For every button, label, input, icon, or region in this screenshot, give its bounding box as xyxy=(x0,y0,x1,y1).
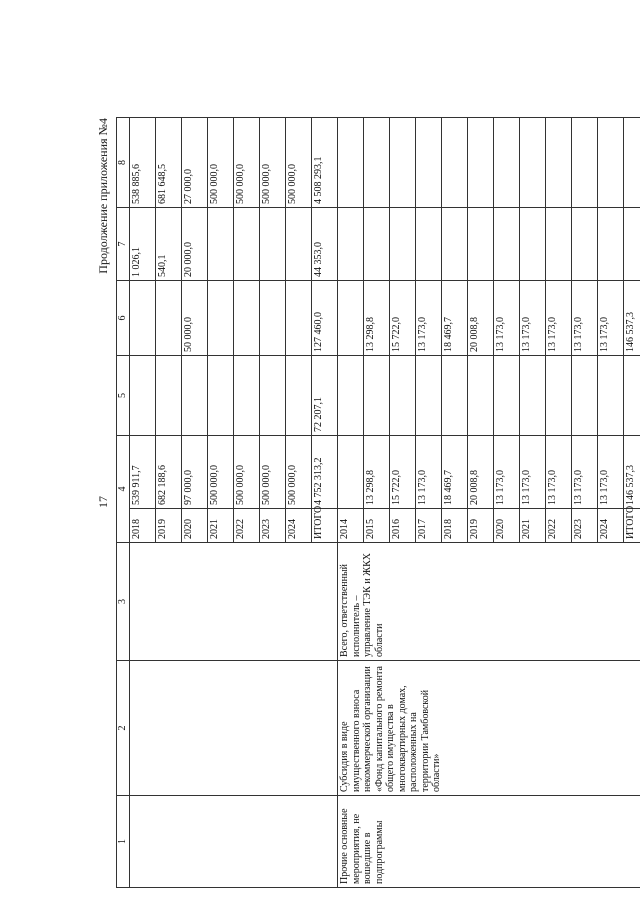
value-cell-c5 xyxy=(130,356,156,436)
year-cell: 2024 xyxy=(286,509,312,543)
value-cell-c7 xyxy=(234,208,260,281)
value-cell-c6: 18 469,7 xyxy=(442,281,468,356)
col-number-3: 3 xyxy=(117,543,130,661)
value-cell-c5 xyxy=(494,356,520,436)
value-cell-c6: 13 173,0 xyxy=(572,281,598,356)
value-cell-c8 xyxy=(520,118,546,208)
value-cell-c5 xyxy=(338,356,364,436)
value-cell-c8: 500 000,0 xyxy=(260,118,286,208)
value-cell-c5 xyxy=(208,356,234,436)
value-cell-c7 xyxy=(416,208,442,281)
value-cell-c8: 27 000,0 xyxy=(182,118,208,208)
year-cell: 2014 xyxy=(338,509,364,543)
value-cell-c5 xyxy=(572,356,598,436)
value-cell-c8 xyxy=(624,118,640,208)
year-cell: ИТОГО xyxy=(624,509,640,543)
value-cell-c5 xyxy=(416,356,442,436)
value-cell-c8 xyxy=(598,118,624,208)
table-row xyxy=(338,118,364,888)
value-cell-c4: 500 000,0 xyxy=(234,436,260,509)
value-cell-c7: 20 000,0 xyxy=(182,208,208,281)
value-cell-c7: 540,1 xyxy=(156,208,182,281)
value-cell-c4: 18 469,7 xyxy=(442,436,468,509)
value-cell-c7 xyxy=(338,208,364,281)
value-cell-c4: 682 188,6 xyxy=(156,436,182,509)
value-cell-c7 xyxy=(208,208,234,281)
value-cell-c5 xyxy=(468,356,494,436)
value-cell-c8 xyxy=(572,118,598,208)
value-cell-c4: 500 000,0 xyxy=(208,436,234,509)
table-row xyxy=(130,118,156,888)
value-cell-c5 xyxy=(520,356,546,436)
year-cell: 2022 xyxy=(234,509,260,543)
value-cell-c6 xyxy=(156,281,182,356)
value-cell-c7 xyxy=(494,208,520,281)
value-cell-c8 xyxy=(390,118,416,208)
value-cell-c6: 13 173,0 xyxy=(520,281,546,356)
year-cell: ИТОГО xyxy=(312,509,338,543)
value-cell-c4: 20 008,8 xyxy=(468,436,494,509)
value-cell-c5 xyxy=(234,356,260,436)
value-cell-c5 xyxy=(598,356,624,436)
value-cell-c7: 1 026,1 xyxy=(130,208,156,281)
year-cell: 2017 xyxy=(416,509,442,543)
value-cell-c4: 539 911,7 xyxy=(130,436,156,509)
year-cell: 2015 xyxy=(364,509,390,543)
year-cell: 2016 xyxy=(390,509,416,543)
year-cell: 2024 xyxy=(598,509,624,543)
block1-col1-cell xyxy=(130,796,338,888)
value-cell-c4: 97 000,0 xyxy=(182,436,208,509)
value-cell-c6: 13 173,0 xyxy=(598,281,624,356)
value-cell-c7 xyxy=(546,208,572,281)
value-cell-c4: 13 173,0 xyxy=(494,436,520,509)
value-cell-c6 xyxy=(208,281,234,356)
value-cell-c5 xyxy=(442,356,468,436)
year-cell: 2019 xyxy=(156,509,182,543)
value-cell-c6: 13 173,0 xyxy=(494,281,520,356)
page-header xyxy=(92,118,116,888)
value-cell-c8 xyxy=(468,118,494,208)
value-cell-c8 xyxy=(442,118,468,208)
col-number-4: 4 xyxy=(117,436,130,543)
value-cell-c6: 15 722,0 xyxy=(390,281,416,356)
value-cell-c7: 44 353,0 xyxy=(312,208,338,281)
year-cell: 2019 xyxy=(468,509,494,543)
year-cell: 2021 xyxy=(208,509,234,543)
col-number-2: 2 xyxy=(117,661,130,796)
value-cell-c4: 500 000,0 xyxy=(286,436,312,509)
value-cell-c6: 146 537,3 xyxy=(624,281,640,356)
subsidy-description-cell: Субсидия в виде имущественного взноса некоммерческой организации «Фонд капитального ремонта общего имущества в многоквартирных домах, расположенных на территории Тамбовской области» xyxy=(338,661,640,796)
value-cell-c8 xyxy=(546,118,572,208)
value-cell-c4: 15 722,0 xyxy=(390,436,416,509)
value-cell-c6: 13 173,0 xyxy=(416,281,442,356)
value-cell-c7 xyxy=(520,208,546,281)
measure-name-cell: Прочие основные мероприятия, не вошедшие в подпрограммы xyxy=(338,796,640,888)
value-cell-c6: 20 008,8 xyxy=(468,281,494,356)
value-cell-c7 xyxy=(598,208,624,281)
value-cell-c6 xyxy=(234,281,260,356)
value-cell-c8 xyxy=(416,118,442,208)
value-cell-c4: 13 173,0 xyxy=(546,436,572,509)
value-cell-c5 xyxy=(182,356,208,436)
block1-col3-cell xyxy=(130,543,338,661)
value-cell-c7 xyxy=(442,208,468,281)
value-cell-c5 xyxy=(624,356,640,436)
value-cell-c7 xyxy=(286,208,312,281)
col-number-7: 7 xyxy=(117,208,130,281)
value-cell-c5 xyxy=(390,356,416,436)
col-number-8: 8 xyxy=(117,118,130,208)
value-cell-c8: 538 885,6 xyxy=(130,118,156,208)
value-cell-c4: 4 752 313,2 xyxy=(312,436,338,509)
year-cell: 2018 xyxy=(442,509,468,543)
value-cell-c4: 13 173,0 xyxy=(572,436,598,509)
value-cell-c5 xyxy=(364,356,390,436)
value-cell-c8: 681 648,5 xyxy=(156,118,182,208)
year-cell: 2020 xyxy=(494,509,520,543)
value-cell-c5 xyxy=(546,356,572,436)
value-cell-c6 xyxy=(286,281,312,356)
value-cell-c4: 500 000,0 xyxy=(260,436,286,509)
value-cell-c4: 13 298,8 xyxy=(364,436,390,509)
value-cell-c8 xyxy=(494,118,520,208)
value-cell-c5 xyxy=(286,356,312,436)
value-cell-c8 xyxy=(364,118,390,208)
year-cell: 2021 xyxy=(520,509,546,543)
value-cell-c7 xyxy=(624,208,640,281)
year-cell: 2023 xyxy=(572,509,598,543)
value-cell-c6: 127 460,0 xyxy=(312,281,338,356)
value-cell-c5 xyxy=(260,356,286,436)
value-cell-c6 xyxy=(260,281,286,356)
block1-col2-cell xyxy=(130,661,338,796)
value-cell-c8: 500 000,0 xyxy=(286,118,312,208)
col-number-5: 5 xyxy=(117,356,130,436)
value-cell-c7 xyxy=(260,208,286,281)
year-cell: 2020 xyxy=(182,509,208,543)
value-cell-c6 xyxy=(130,281,156,356)
year-cell: 2023 xyxy=(260,509,286,543)
value-cell-c7 xyxy=(390,208,416,281)
budget-table xyxy=(116,117,640,888)
value-cell-c8: 4 508 293,1 xyxy=(312,118,338,208)
value-cell-c4: 13 173,0 xyxy=(416,436,442,509)
year-cell: 2022 xyxy=(546,509,572,543)
continuation-note: Продолжение приложения №4 xyxy=(96,118,110,274)
value-cell-c8: 500 000,0 xyxy=(208,118,234,208)
page-number: 17 xyxy=(96,496,110,508)
value-cell-c7 xyxy=(468,208,494,281)
value-cell-c5 xyxy=(156,356,182,436)
value-cell-c8: 500 000,0 xyxy=(234,118,260,208)
value-cell-c6: 13 173,0 xyxy=(546,281,572,356)
value-cell-c4: 146 537,3 xyxy=(624,436,640,509)
table-body xyxy=(117,118,640,888)
value-cell-c6 xyxy=(338,281,364,356)
column-number-row xyxy=(117,118,130,888)
value-cell-c7 xyxy=(364,208,390,281)
year-cell: 2018 xyxy=(130,509,156,543)
executor-cell: Всего, ответственный исполнитель – управление ТЭК и ЖКХ области xyxy=(338,543,640,661)
value-cell-c5: 72 207,1 xyxy=(312,356,338,436)
value-cell-c6: 50 000,0 xyxy=(182,281,208,356)
col-number-6: 6 xyxy=(117,281,130,356)
value-cell-c7 xyxy=(572,208,598,281)
value-cell-c4 xyxy=(338,436,364,509)
value-cell-c8 xyxy=(338,118,364,208)
value-cell-c6: 13 298,8 xyxy=(364,281,390,356)
value-cell-c4: 13 173,0 xyxy=(520,436,546,509)
rotated-content xyxy=(92,118,636,888)
value-cell-c4: 13 173,0 xyxy=(598,436,624,509)
col-number-1: 1 xyxy=(117,796,130,888)
